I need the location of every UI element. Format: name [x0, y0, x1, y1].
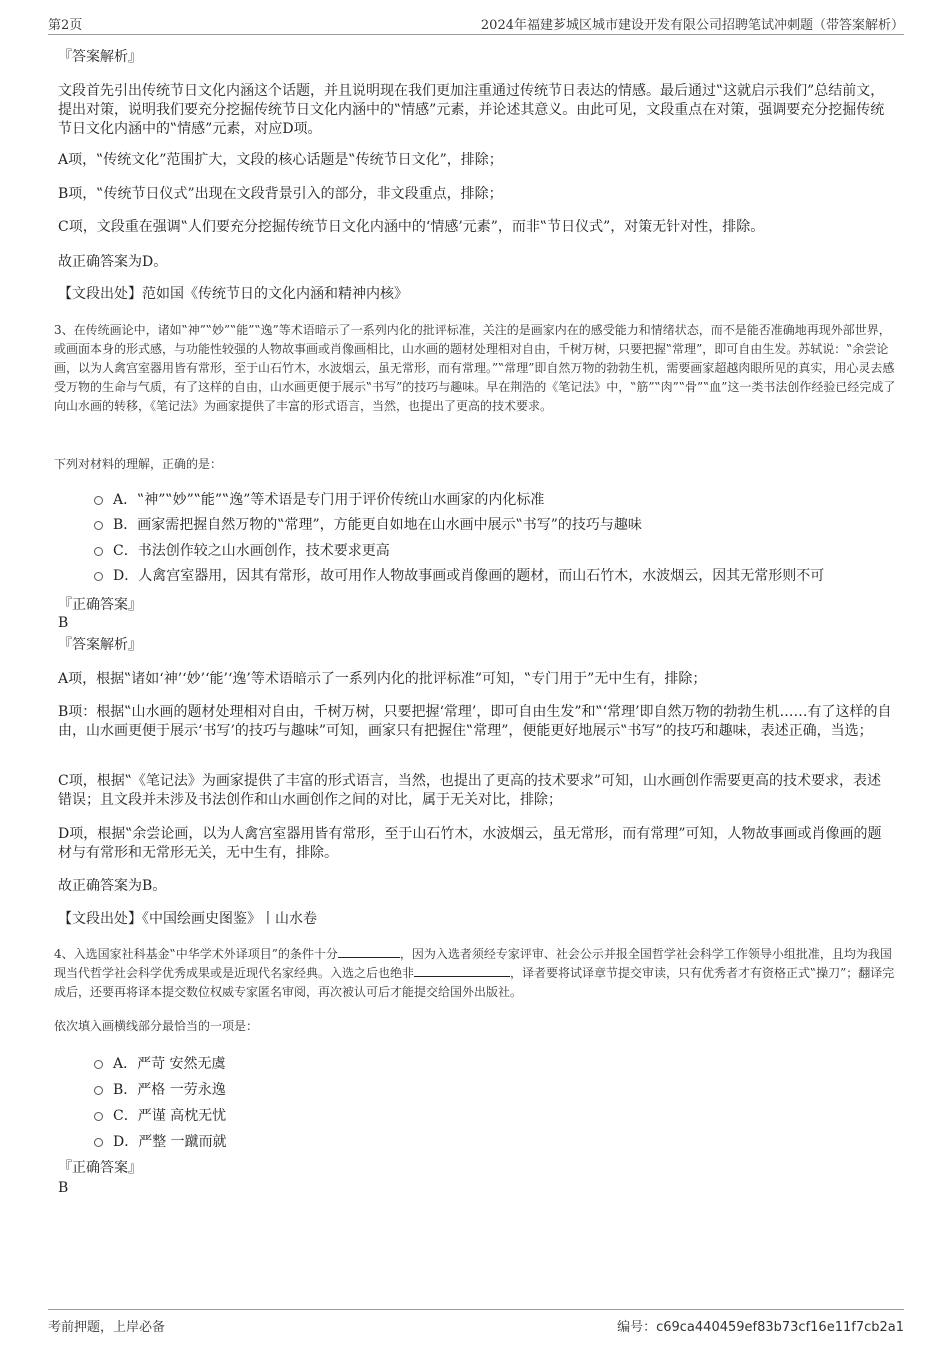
q4-answer-label: 『正确答案』 — [58, 1160, 142, 1176]
page-number: 第2页 — [48, 18, 83, 33]
q3-stem: 3、在传统画论中，诸如‟神”‟妙”‟能”‟逸”等术语暗示了一系列内化的批评标准，关注的是画家内在的感受能力和情绪状态，而不是能否准确地再现外部世界，或画面本身的形式感，与功能性较强的人物故事画或肖像画相比，山水画的题材处理相对自由，千树万树，只要把握‟常理”，即可自由生发。苏轼说：‟余尝论画，以为人禽宫室器用皆有常形，至于山石竹木，水波烟云，虽无常形，而有常理。”‟常理”即自然万物的勃勃生机，需要画家超越肉眼所见的真实，用心灵去感受万物的生命与气质，有了这样的自由，山水画更便于展示‟书写”的技巧与趣味。早在荆浩的《笔记法》中，‟筋”‟肉”‟骨”‟血”这一类书法创作经验已经完成了向山水画的转移，《笔记法》为画家提供了丰富的形式语言，当然，也提出了更高的技术要求。 — [54, 323, 896, 413]
footer-slogan: 考前押题，上岸必备 — [48, 1320, 166, 1335]
radio-icon[interactable] — [94, 572, 103, 581]
q4-option-a-label: A．严苛 安然无虞 — [113, 1056, 226, 1072]
q4-stem-part2: ，因为入选者须经专家评审、社会公示并报全国哲学社会科学工作领导小组批准，且均为我国现当代哲学社会科学优秀成果或是近现代名家经典。入选之后也绝非 — [54, 947, 892, 980]
q3-analysis-option-a: A项，根据‟诸如‘神’‘妙’‘能’‘逸’等术语暗示了一系列内化的批评标准”可知，‟专门用于”无中生有，排除； — [58, 671, 707, 687]
q2-analysis-label: 『答案解析』 — [58, 49, 142, 65]
q2-source: 【文段出处】范如国《传统节日的文化内涵和精神内核》 — [58, 286, 408, 302]
q3-analysis-option-c: C项，根据‟《笔记法》为画家提供了丰富的形式语言，当然，也提出了更高的技术要求”可知，山水画创作需要更高的技术要求，表述错误；且文段并未涉及书法创作和山水画创作之间的对比，属于无关对比，排除； — [58, 773, 882, 808]
q3-answer-label: 『正确答案』 — [58, 597, 142, 613]
q4-prompt: 依次填入画横线部分最恰当的一项是： — [54, 1019, 259, 1033]
q3-option-c-label: C．书法创作较之山水画创作，技术要求更高 — [113, 543, 390, 559]
q4-blank-1 — [338, 945, 400, 958]
q3-option-b[interactable] — [94, 515, 642, 535]
radio-icon[interactable] — [94, 547, 103, 556]
q2-analysis-option-c: C项，文段重在强调‟人们要充分挖掘传统节日文化内涵中的‘情感’元素”，而非‟节日仪式”，对策无针对性，排除。 — [58, 219, 765, 235]
q4-option-d-label: D．严整 一蹴而就 — [113, 1134, 227, 1150]
page-footer — [48, 1309, 904, 1336]
q2-analysis-option-a: A项，‟传统文化”范围扩大，文段的核心话题是‟传统节日文化”，排除； — [58, 152, 503, 168]
document-code-label: 编号： — [617, 1320, 657, 1335]
q3-option-c[interactable] — [94, 541, 390, 561]
q4-option-c[interactable] — [94, 1106, 226, 1126]
q4-blank-2 — [414, 964, 510, 977]
q3-analysis-option-b: B项：根据‟山水画的题材处理相对自由，千树万树，只要把握‘常理’，即可自由生发”和‟‘常理’即自然万物的勃勃生机……有了这样的自由，山水画更便于展示‘书写’的技巧与趣味”可知，画家只有把握住‟常理”，便能更好地展示‟书写”的技巧和趣味，表述正确，当选； — [58, 704, 892, 739]
document-title: 2024年福建芗城区城市建设开发有限公司招聘笔试冲刺题（带答案解析） — [480, 18, 904, 33]
q3-prompt: 下列对材料的理解，正确的是： — [54, 457, 223, 471]
document-code — [617, 1316, 904, 1335]
q4-option-d[interactable] — [94, 1132, 227, 1152]
document-code-value: c69ca440459ef83b73cf16e11f7cb2a1 — [656, 1320, 904, 1335]
q2-conclusion: 故正确答案为D。 — [58, 254, 168, 270]
q2-analysis-option-b: B项，‟传统节日仪式”出现在文段背景引入的部分，非文段重点，排除； — [58, 186, 503, 202]
q4-option-a[interactable] — [94, 1054, 226, 1074]
radio-icon[interactable] — [94, 1112, 103, 1121]
q4-answer: B — [58, 1180, 69, 1196]
q3-option-a-label: A．‟神”‟妙”‟能”‟逸”等术语是专门用于评价传统山水画家的内化标准 — [113, 492, 545, 508]
radio-icon[interactable] — [94, 521, 103, 530]
q3-option-b-label: B．画家需把握自然万物的‟常理”，方能更自如地在山水画中展示‟书写”的技巧与趣味 — [113, 517, 642, 533]
page-header — [48, 12, 904, 35]
q2-analysis-paragraph: 文段首先引出传统节日文化内涵这个话题，并且说明现在我们更加注重通过传统节日表达的情感。最后通过‟这就启示我们”总结前文，提出对策，说明我们要充分挖掘传统节日文化内涵中的‟情感”元素，并论述其意义。由此可见，文段重点在对策，强调要充分挖掘传统节日文化内涵中的‟情感”元素，对应D项。 — [58, 83, 885, 137]
radio-icon[interactable] — [94, 1138, 103, 1147]
radio-icon[interactable] — [94, 1060, 103, 1069]
radio-icon[interactable] — [94, 1086, 103, 1095]
q4-stem-part1: 4、入选国家社科基金‟中华学术外译项目”的条件十分 — [54, 947, 338, 961]
q4-option-b[interactable] — [94, 1080, 226, 1100]
q3-option-a[interactable] — [94, 490, 544, 510]
q3-source: 【文段出处】《中国绘画史图鉴》丨山水卷 — [58, 911, 317, 927]
q3-option-d-label: D．人禽宫室器用，因其有常形，故可用作人物故事画或肖像画的题材，而山石竹木，水波烟云，因其无常形则不可 — [113, 568, 825, 584]
q3-conclusion: 故正确答案为B。 — [58, 878, 167, 894]
q3-analysis-option-d: D项，根据‟余尝论画，以为人禽宫室器用皆有常形，至于山石竹木，水波烟云，虽无常形，而有常理”可知，人物故事画或肖像画的题材与有常形和无常形无关，无中生有，排除。 — [58, 826, 882, 861]
q4-option-b-label: B．严格 一劳永逸 — [113, 1082, 226, 1098]
q3-answer: B — [58, 615, 69, 631]
q4-option-c-label: C．严谨 高枕无忧 — [113, 1108, 227, 1124]
q3-option-d[interactable] — [94, 566, 894, 586]
q4-stem-part3: ，译者要将试译章节提交审读，只有优秀者才有资格正式‟操刀”；翻译完成后，还要再将译本提交数位权威专家匿名审阅，再次被认可后才能提交给国外出版社。 — [54, 966, 895, 999]
q4-stem — [54, 945, 896, 1002]
q3-analysis-label: 『答案解析』 — [58, 637, 142, 653]
radio-icon[interactable] — [94, 496, 103, 505]
